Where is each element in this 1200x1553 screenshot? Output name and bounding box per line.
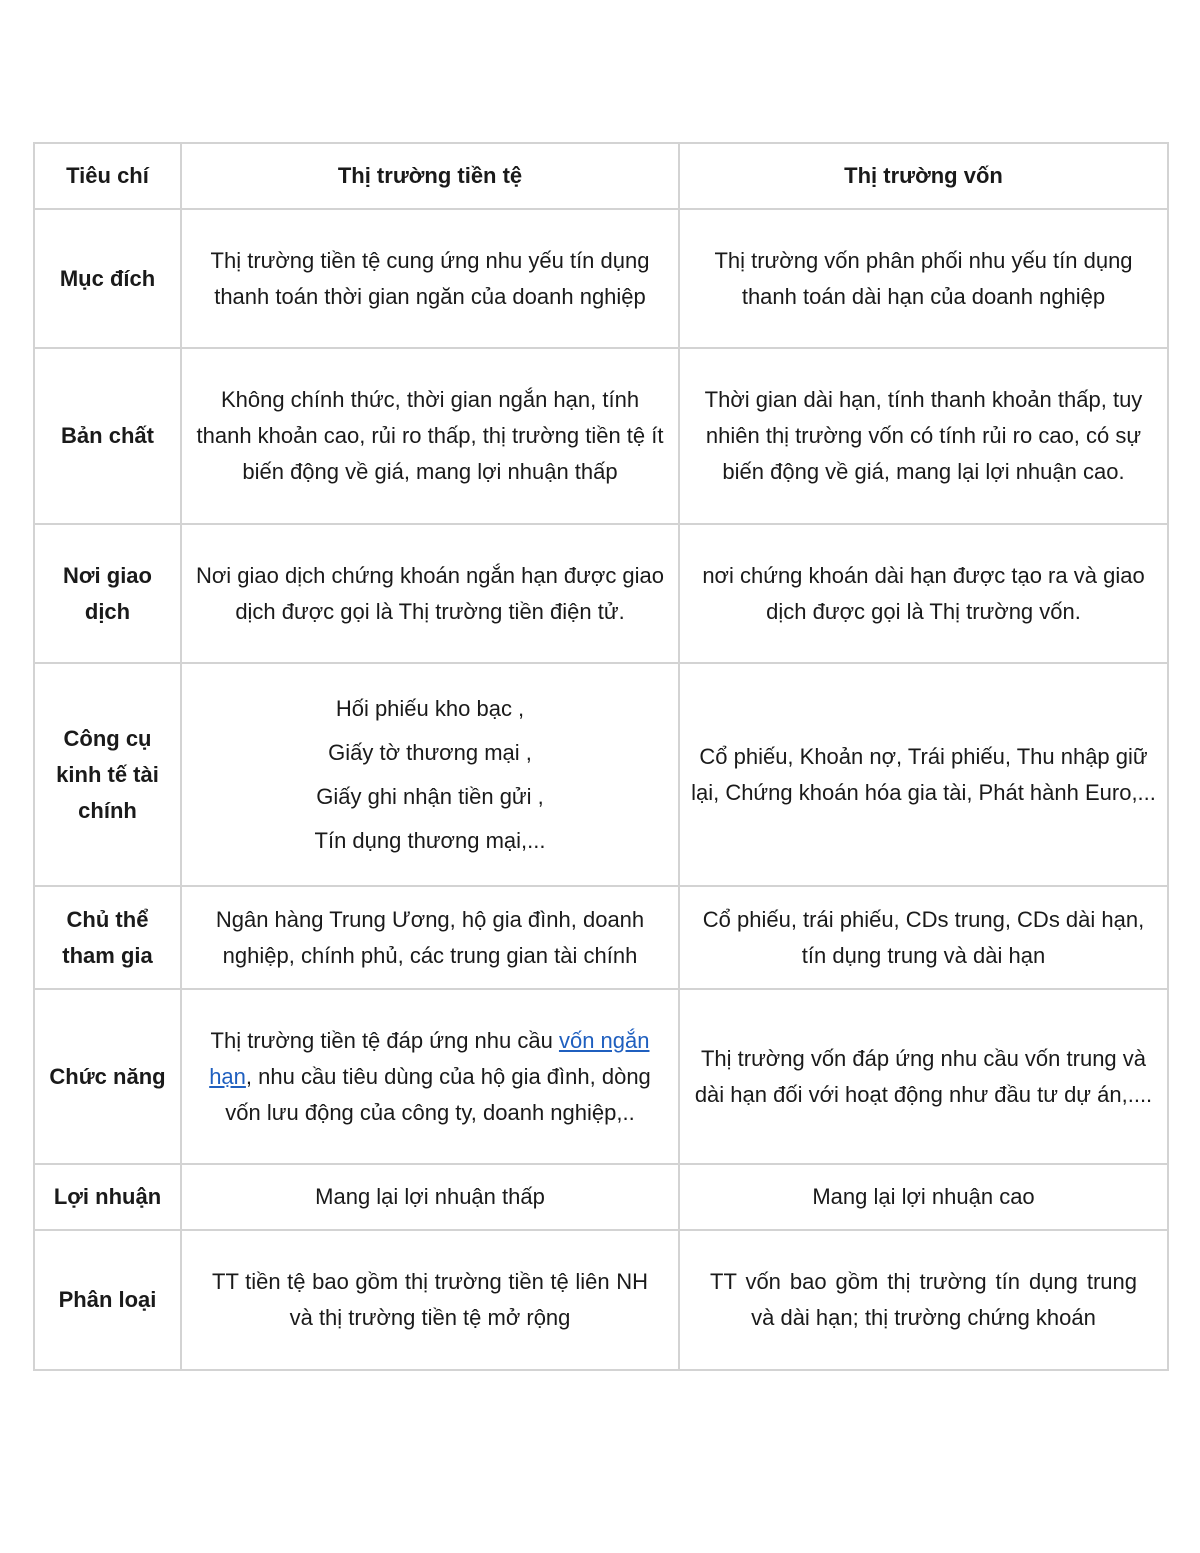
function-text-after: , nhu cầu tiêu dùng của hộ gia đình, dòng vốn lưu động của công ty, doanh nghiệp,.. — [225, 1063, 651, 1125]
table-row — [34, 989, 1168, 1164]
capital-market-cell: Cổ phiếu, Khoản nợ, Trái phiếu, Thu nhập giữ lại, Chứng khoán hóa gia tài, Phát hành Euro,... — [679, 663, 1168, 886]
money-market-cell: Không chính thức, thời gian ngắn hạn, tính thanh khoản cao, rủi ro thấp, thị trường tiền tệ ít biến động về giá, mang lợi nhuận thấp — [181, 348, 679, 524]
capital-market-cell: Thị trường vốn đáp ứng nhu cầu vốn trung và dài hạn đối với hoạt động như đầu tư dự án,.... — [679, 989, 1168, 1164]
row-criterion: Phân loại — [34, 1230, 181, 1370]
money-market-cell: Mang lại lợi nhuận thấp — [181, 1164, 679, 1230]
row-criterion: Nơi giao dịch — [34, 524, 181, 663]
money-market-cell: TT tiền tệ bao gồm thị trường tiền tệ liên NH và thị trường tiền tệ mở rộng — [181, 1230, 679, 1370]
money-market-cell: Ngân hàng Trung Ương, hộ gia đình, doanh nghiệp, chính phủ, các trung gian tài chính — [181, 886, 679, 989]
row-criterion: Bản chất — [34, 348, 181, 524]
capital-market-cell: Cổ phiếu, trái phiếu, CDs trung, CDs dài hạn, tín dụng trung và dài hạn — [679, 886, 1168, 989]
tool-item: Giấy ghi nhận tiền gửi , — [316, 783, 544, 809]
table-row — [34, 886, 1168, 989]
short-term-capital-link[interactable]: vốn ngắn hạn — [209, 1027, 650, 1089]
table-row — [34, 663, 1168, 886]
tool-item: Hối phiếu kho bạc , — [335, 695, 525, 721]
table-row — [34, 348, 1168, 524]
capital-market-cell: Thị trường vốn phân phối nhu yếu tín dụng thanh toán dài hạn của doanh nghiệp — [679, 209, 1168, 348]
capital-market-cell: nơi chứng khoán dài hạn được tạo ra và giao dịch được gọi là Thị trường vốn. — [679, 524, 1168, 663]
table-row — [34, 524, 1168, 663]
table-row — [34, 209, 1168, 348]
row-criterion: Lợi nhuận — [34, 1164, 181, 1230]
header-capital-market: Thị trường vốn — [679, 143, 1168, 209]
money-market-cell: Thị trường tiền tệ cung ứng nhu yếu tín dụng thanh toán thời gian ngăn của doanh nghiệp — [181, 209, 679, 348]
capital-market-cell: TT vốn bao gồm thị trường tín dụng trung và dài hạn; thị trường chứng khoán — [679, 1230, 1168, 1370]
capital-market-cell: Mang lại lợi nhuận cao — [679, 1164, 1168, 1230]
header-criterion: Tiêu chí — [34, 143, 181, 209]
comparison-table — [33, 142, 1169, 1371]
capital-market-cell: Thời gian dài hạn, tính thanh khoản thấp, tuy nhiên thị trường vốn có tính rủi ro cao, có sự biến động về giá, mang lại lợi nhuận cao. — [679, 348, 1168, 524]
money-market-cell: Nơi giao dịch chứng khoán ngắn hạn được giao dịch được gọi là Thị trường tiền điện tử. — [181, 524, 679, 663]
header-money-market: Thị trường tiền tệ — [181, 143, 679, 209]
money-market-cell — [181, 663, 679, 886]
row-criterion: Chủ thể tham gia — [34, 886, 181, 989]
row-criterion: Công cụ kinh tế tài chính — [34, 663, 181, 886]
table-row — [34, 1230, 1168, 1370]
tool-item: Giấy tờ thương mại , — [328, 739, 532, 765]
table-row — [34, 1164, 1168, 1230]
function-text-before: Thị trường tiền tệ đáp ứng nhu cầu — [210, 1027, 559, 1053]
row-criterion: Mục đích — [34, 209, 181, 348]
money-market-cell — [181, 989, 679, 1164]
row-criterion: Chức năng — [34, 989, 181, 1164]
tool-item: Tín dụng thương mại,... — [314, 827, 546, 853]
table-header-row — [34, 143, 1168, 209]
